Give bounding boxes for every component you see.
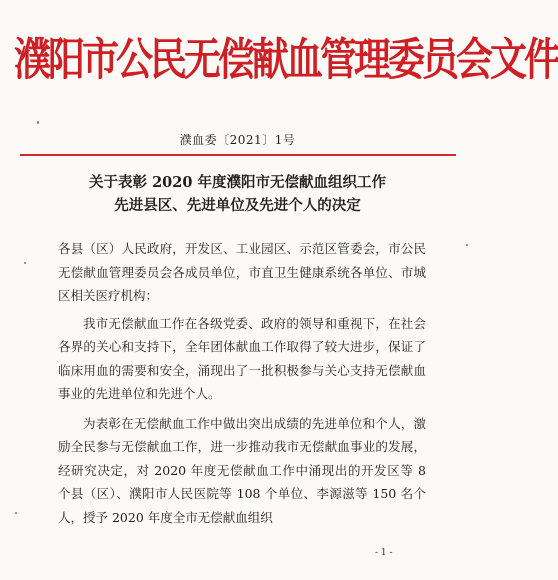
document-body (58, 237, 426, 535)
document-number: 濮血委〔2021〕1号 (179, 133, 296, 147)
red-divider-line (20, 154, 456, 156)
title-line-2: 先进县区、先进单位及先进个人的决定 (114, 197, 361, 214)
body-paragraph-1: 我市无偿献血工作在各级党委、政府的领导和重视下，在社会各界的关心和支持下，全年团体献血工作取得了较大进步，保证了临床用血的需要和安全，涌现出了一批积极参与关心支持无偿献血事业的先进单位和先进个人。 (58, 315, 426, 401)
scan-speck (37, 121, 39, 124)
scan-speck (24, 262, 26, 264)
issuer-masthead: 濮阳市公民无偿献血管理委员会文件 (14, 32, 558, 86)
addressee-paragraph: 各县（区）人民政府，开发区、工业园区、示范区管委会，市公民无偿献血管理委员会各成员单位，市直卫生健康系统各单位、市城区相关医疗机构： (58, 241, 426, 303)
page-number: - 1 - (375, 548, 393, 558)
title-line-1: 关于表彰 2020 年度濮阳市无偿献血组织工作 (89, 174, 386, 191)
scan-speck (466, 244, 468, 246)
body-paragraph-2: 为表彰在无偿献血工作中做出突出成绩的先进单位和个人，激励全民参与无偿献血工作，进一步推动我市无偿献血事业的发展，经研究决定，对 2020 年度无偿献血工作中涌现出的开发区等 8 个县（区）、濮阳市人民医院等 108 个单位、李源滋等 150 名个人，授予 2020 年度全市无偿献血组织 (58, 415, 426, 525)
document-title (0, 171, 475, 217)
scan-speck (15, 512, 17, 514)
